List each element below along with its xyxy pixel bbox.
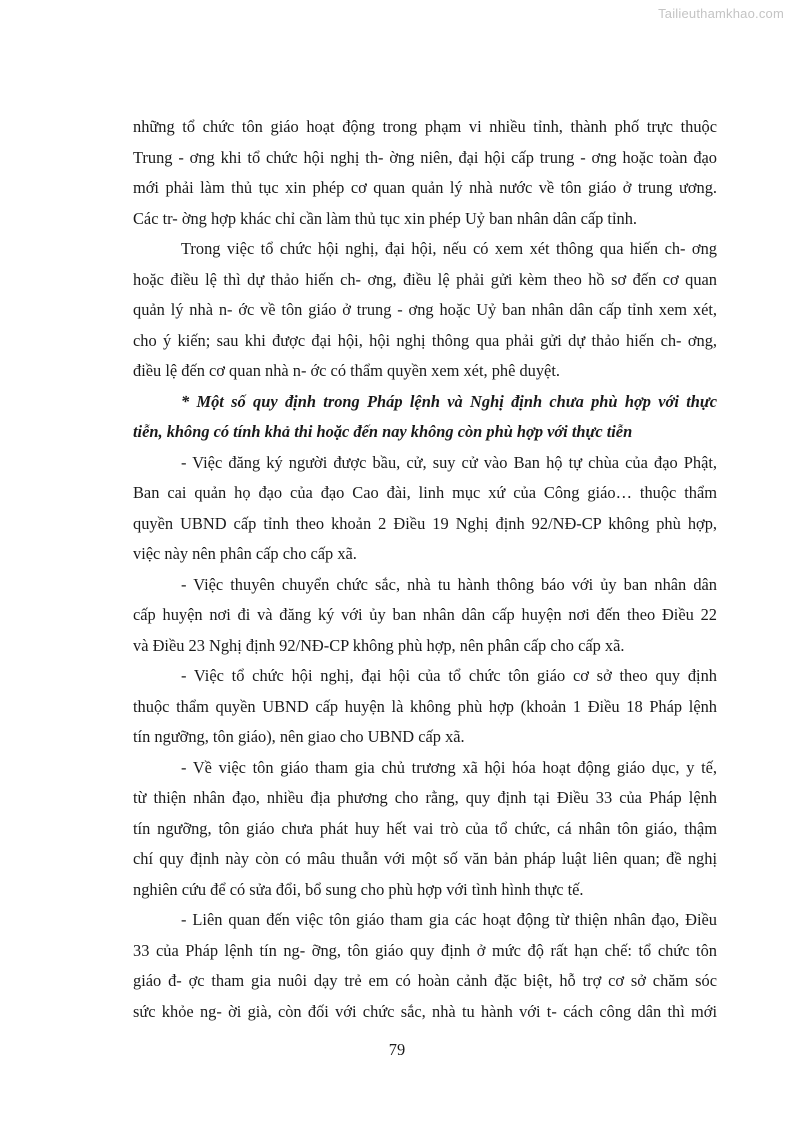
text-line: tín ngưỡng, tôn giáo chưa phát huy hết vai trò của tổ chức, cá nhân tôn giáo, thậm (133, 818, 717, 838)
text-line: Các tr- ờng hợp khác chỉ cần làm thủ tục xin phép Uỷ ban nhân dân cấp tỉnh. (133, 208, 638, 228)
text-line: mới phải làm thủ tục xin phép cơ quan quản lý nhà nước về tôn giáo ở trung ương. (133, 178, 717, 197)
text-line: - Về việc tôn giáo tham gia chủ trương xã hội hóa hoạt động giáo dục, y tế, (181, 757, 717, 777)
text-line: Trung - ơng khi tổ chức hội nghị th- ờng niên, đại hội cấp trung - ơng hoặc toàn đạo (133, 147, 717, 167)
text-line: quyền UBND cấp tỉnh theo khoản 2 Điều 19 Nghị định 92/NĐ-CP không phù hợp, (133, 513, 717, 533)
text-line: Trong việc tổ chức hội nghị, đại hội, nếu có xem xét thông qua hiến ch- ơng (181, 239, 717, 258)
text-line: cho ý kiến; sau khi được đại hội, hội nghị thông qua phải gửi dự thảo hiến ch- ơng, (133, 330, 717, 350)
text-line: - Việc đăng ký người được bầu, cử, suy cử vào Ban hộ tự chùa của đạo Phật, (181, 452, 717, 472)
text-line: - Việc thuyên chuyển chức sắc, nhà tu hành thông báo với ủy ban nhân dân (181, 574, 717, 594)
text-line: chí quy định này còn có mâu thuẫn với một số văn bản pháp luật liên quan; đề nghị (133, 849, 717, 868)
text-line: việc này nên phân cấp cho cấp xã. (133, 544, 357, 563)
page-number: 79 (388, 1040, 406, 1059)
text-line: tín ngưỡng, tôn giáo), nên giao cho UBND cấp xã. (133, 727, 465, 746)
text-line: - Liên quan đến việc tôn giáo tham gia các hoạt động từ thiện nhân đạo, Điều (181, 910, 717, 929)
text-line: và Điều 23 Nghị định 92/NĐ-CP không phù hợp, nên phân cấp cho cấp xã. (133, 635, 625, 655)
text-line: những tổ chức tôn giáo hoạt động trong phạm vi nhiều tỉnh, thành phố trực thuộc (133, 117, 717, 136)
section-heading-line: tiễn, không có tính khả thi hoặc đến nay không còn phù hợp với thực tiễn (133, 422, 633, 441)
document-body (133, 112, 717, 1027)
text-line: giáo đ- ợc tham gia nuôi dạy trẻ em có hoàn cảnh đặc biệt, hỗ trợ cơ sở chăm sóc (133, 971, 717, 990)
text-line: nghiên cứu để có sửa đổi, bổ sung cho phù hợp với tình hình thực tế. (133, 879, 584, 899)
text-line: điều lệ đến cơ quan nhà n- ớc có thẩm quyền xem xét, phê duyệt. (133, 361, 560, 380)
text-line: sức khỏe ng- ời già, còn đối với chức sắc, nhà tu hành với t- cách công dân thì mới (133, 1001, 717, 1021)
text-line: thuộc thẩm quyền UBND cấp huyện là không phù hợp (khoản 1 Điều 18 Pháp lệnh (133, 696, 717, 716)
text-line: từ thiện nhân đạo, nhiều địa phương cho rằng, quy định tại Điều 33 của Pháp lệnh (133, 788, 717, 807)
text-line: hoặc điều lệ thì dự thảo hiến ch- ơng, điều lệ phải gửi kèm theo hồ sơ đến cơ quan (133, 269, 717, 289)
section-heading-line: * Một số quy định trong Pháp lệnh và Nghị định chưa phù hợp với thực (181, 391, 717, 411)
text-line: Ban cai quản họ đạo của đạo Cao đài, linh mục xứ của Công giáo… thuộc thẩm (133, 483, 717, 502)
text-line: cấp huyện nơi đi và đăng ký với ủy ban nhân dân cấp huyện nơi đến theo Điều 22 (133, 605, 717, 624)
watermark: Tailieuthamkhao.com (658, 6, 784, 21)
text-line: quản lý nhà n- ớc về tôn giáo ở trung - ơng hoặc Uỷ ban nhân dân cấp tỉnh xem xét, (133, 300, 717, 319)
text-line: 33 của Pháp lệnh tín ng- ỡng, tôn giáo quy định ở mức độ rất hạn chế: tổ chức tôn (133, 940, 717, 960)
text-line: - Việc tổ chức hội nghị, đại hội của tổ chức tôn giáo cơ sở theo quy định (181, 666, 717, 685)
